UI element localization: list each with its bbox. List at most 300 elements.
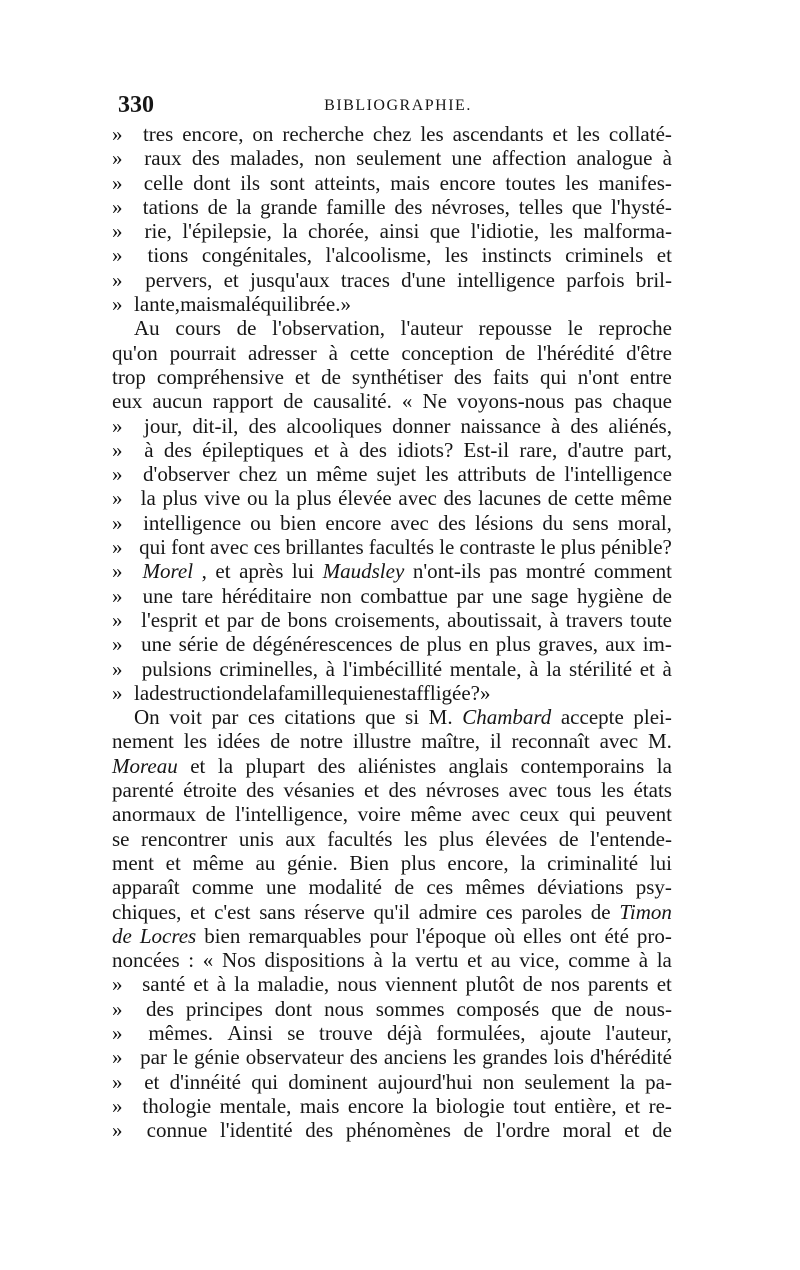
text-line [112, 1045, 672, 1069]
word: pa- [645, 1069, 672, 1094]
word: c'est [214, 899, 251, 924]
word: dont [193, 170, 231, 195]
quote-mark: » [112, 243, 123, 268]
word: la [140, 486, 156, 511]
word: cette [349, 340, 390, 365]
word: mais [299, 1093, 340, 1118]
word: élevées [485, 826, 548, 851]
word: repousse [478, 316, 552, 341]
word: et [165, 850, 181, 875]
word: où [494, 923, 516, 948]
text-line [112, 1021, 672, 1045]
text-line [112, 948, 672, 972]
word: n'ont [577, 364, 619, 389]
word: à [216, 972, 227, 997]
word: et [190, 753, 206, 778]
word: à [144, 437, 154, 462]
word: alcooliques [286, 413, 383, 438]
word: les [452, 1045, 477, 1070]
text-line [112, 608, 672, 632]
word: vice, [519, 948, 560, 973]
word: élevée [338, 486, 392, 511]
word: plutôt [465, 972, 515, 997]
word: des [191, 146, 220, 171]
word: épileptiques [202, 437, 304, 462]
word: de [394, 875, 415, 900]
word: nos [550, 972, 580, 997]
word: entière, [554, 1093, 617, 1118]
word: attributs [457, 462, 527, 487]
word: si [405, 705, 420, 730]
word: que [429, 219, 461, 244]
word: de [242, 680, 263, 705]
word: lui [291, 559, 315, 584]
word: qui [336, 680, 364, 705]
word: parents [587, 972, 649, 997]
word: les [444, 243, 469, 268]
quote-mark: » [112, 1093, 123, 1118]
word: tres [142, 122, 174, 146]
text-line [112, 292, 672, 316]
word: de [593, 996, 614, 1021]
text-line [112, 632, 672, 656]
word: M. [647, 729, 672, 754]
word: l'époque [415, 923, 487, 948]
word: ascendants [452, 122, 544, 146]
word: stérilité [569, 656, 633, 681]
word: en [363, 680, 384, 705]
word: à [549, 607, 559, 632]
word: il [489, 729, 502, 754]
word: le [540, 535, 556, 560]
word: l'idiotie, [470, 219, 540, 244]
word: ajoute [539, 1020, 592, 1045]
italic-word: Morel [142, 559, 194, 584]
word: dit-il, [192, 413, 239, 438]
word: admire [418, 899, 478, 924]
word: moral [562, 1118, 612, 1143]
word: des [305, 1118, 334, 1143]
word: dispositions [264, 948, 365, 973]
word: les [425, 462, 449, 487]
word: rencontrer [141, 826, 228, 851]
running-title: BIBLIOGRAPHIE. [324, 97, 472, 114]
word: non [314, 146, 346, 171]
page-header [118, 92, 678, 120]
word: graves, [537, 632, 599, 657]
word: des [570, 413, 599, 438]
word: à [662, 146, 672, 171]
quote-mark: » [112, 170, 123, 195]
word: criminalité [547, 850, 639, 875]
word: un [286, 462, 308, 487]
word: et [363, 778, 380, 803]
word: reconnaît [511, 729, 590, 754]
word: de [399, 632, 420, 657]
word: viennent [385, 972, 458, 997]
word: d'hérédité [590, 1045, 672, 1070]
word: non [320, 583, 352, 608]
word: même [316, 462, 368, 487]
text-line [112, 972, 672, 996]
word: lui [649, 850, 672, 875]
word: plupart [245, 753, 306, 778]
word: im- [642, 632, 672, 657]
word: à [529, 656, 539, 681]
quote-mark: » [112, 607, 123, 632]
word: la [262, 680, 278, 705]
word: cours [175, 316, 221, 341]
word: ou [246, 486, 268, 511]
text-line [112, 1094, 672, 1118]
word: une [491, 583, 523, 608]
word: tout [513, 1093, 546, 1118]
word: intelligence [143, 510, 242, 535]
word: que [571, 194, 603, 219]
word: même [192, 850, 244, 875]
word: chez [372, 122, 412, 146]
word: et [204, 607, 220, 632]
text-line [112, 195, 672, 219]
quote-mark: » [112, 656, 123, 681]
word: Ainsi [227, 1020, 273, 1045]
word: destruction [149, 680, 243, 705]
word: phénomènes [345, 1118, 451, 1143]
word: dégénérescences [252, 632, 393, 657]
word: » [480, 680, 491, 705]
word: croisements, [334, 607, 440, 632]
word: avec [210, 535, 249, 560]
word: états [633, 778, 672, 803]
word: raux [144, 146, 182, 171]
word: génie [194, 1045, 240, 1070]
text-line [112, 243, 672, 267]
word: avec [599, 729, 639, 754]
word: ceux [519, 802, 560, 827]
word: ou [250, 510, 272, 535]
text-line [112, 1070, 672, 1094]
word: , [201, 559, 207, 584]
word: héréditaire [221, 583, 312, 608]
word: l'imbécillité [342, 656, 443, 681]
word: bien [204, 923, 241, 948]
text-line [112, 1118, 672, 1142]
word: observateur [245, 1045, 344, 1070]
word: comme [191, 875, 254, 900]
word: brillantes [285, 535, 364, 560]
word: la [274, 486, 290, 511]
word: à [328, 340, 338, 365]
word: anglais [448, 753, 509, 778]
word: des [145, 996, 174, 1021]
word: famille [326, 194, 386, 219]
word: après [239, 559, 284, 584]
text-line [112, 559, 672, 583]
word: chiques, [112, 899, 182, 924]
word: biologie [435, 1093, 505, 1118]
word: étroite [183, 778, 237, 803]
word: mentale, [219, 1093, 292, 1118]
word: de [590, 899, 611, 924]
word: que [365, 705, 396, 730]
text-line [112, 219, 672, 243]
word: aliénistes [358, 753, 437, 778]
word: contraste [459, 535, 536, 560]
word: l'observation, [272, 316, 385, 341]
page-number: 330 [118, 92, 154, 118]
word: ces [247, 705, 275, 730]
word: d'être [626, 340, 672, 365]
word: paroles [521, 899, 583, 924]
word: même [620, 486, 672, 511]
word: au [255, 850, 276, 875]
word: encore [347, 1093, 404, 1118]
italic-word: Locres [139, 923, 197, 948]
word: encore, [447, 850, 509, 875]
word: l'intelligence [564, 462, 672, 487]
word: mal [219, 292, 252, 317]
word: de [236, 316, 257, 341]
text-line [112, 681, 672, 705]
text-line [112, 584, 672, 608]
word: traces [340, 267, 390, 292]
word: Ne [422, 389, 447, 414]
word: aujourd'hui [377, 1069, 473, 1094]
word: voyons-nous [457, 389, 565, 414]
word: se [112, 826, 130, 851]
word: le [172, 1045, 189, 1070]
word: des [443, 486, 472, 511]
italic-word: Moreau [112, 753, 178, 778]
word: malforma- [583, 219, 672, 244]
word: à [339, 437, 349, 462]
word: jusqu'aux [250, 267, 330, 292]
word: la [282, 219, 298, 244]
word: par [226, 607, 254, 632]
word: plus [495, 632, 531, 657]
text-line [112, 535, 672, 559]
word: accepte [560, 705, 624, 730]
quote-mark: » [112, 559, 123, 584]
quote-mark: » [112, 146, 123, 171]
word: reproche [598, 316, 672, 341]
word: font [171, 535, 205, 560]
word: et [625, 1093, 641, 1118]
word: encore [325, 510, 382, 535]
word: avec [398, 486, 437, 511]
word: le [567, 316, 583, 341]
word: trop [112, 364, 146, 389]
word: déjà [386, 1020, 422, 1045]
word: et [639, 656, 655, 681]
word: aucun [152, 389, 203, 414]
word: de [505, 340, 526, 365]
text-line [112, 754, 672, 778]
word: seulement [524, 1069, 610, 1094]
word: de [260, 607, 281, 632]
word: chez [238, 462, 278, 487]
quote-mark: » [112, 1069, 123, 1094]
word: parenté [112, 778, 174, 803]
word: apparaît [112, 875, 180, 900]
word: et [313, 437, 330, 462]
word: lois [553, 1045, 584, 1070]
word: Est-il [463, 437, 510, 462]
word: névroses [425, 778, 500, 803]
word: par [140, 1045, 167, 1070]
word: l'ordre [496, 1118, 550, 1143]
word: pénible? [600, 535, 672, 560]
word: la [236, 194, 252, 219]
word: qu'il [373, 899, 410, 924]
word: sommes [375, 996, 445, 1021]
word: jour, [144, 413, 183, 438]
word: comme [568, 948, 631, 973]
word: et [294, 364, 311, 389]
quote-mark: » [112, 510, 123, 535]
word: encore, [182, 122, 244, 146]
word: aux [285, 826, 316, 851]
quote-mark: » [112, 535, 123, 560]
quote-mark: » [112, 632, 123, 657]
text-line [112, 414, 672, 438]
word: sujet [376, 462, 417, 487]
word: de [522, 972, 543, 997]
text-line [112, 924, 672, 948]
word: seulement [356, 146, 442, 171]
quote-mark: » [112, 292, 123, 317]
word: » [340, 292, 351, 317]
word: de [463, 1118, 484, 1143]
word: ces [426, 875, 454, 900]
word: pas [489, 559, 518, 584]
word: les [183, 729, 208, 754]
word: pourrait [169, 340, 237, 365]
quote-mark: » [112, 1118, 123, 1143]
word: mentale, [449, 656, 522, 681]
word: collaté- [608, 122, 672, 146]
word: de [652, 583, 672, 608]
word: malades, [230, 146, 305, 171]
word: entre [629, 364, 672, 389]
word: plus [296, 486, 332, 511]
word: voire [357, 802, 401, 827]
word: ont [569, 923, 597, 948]
word: de [225, 632, 246, 657]
word: du [542, 510, 564, 535]
word: lante, [134, 292, 181, 317]
word: l'hysté- [610, 194, 672, 219]
word: sens [572, 510, 609, 535]
word: tions [147, 243, 189, 268]
word: pervers, [145, 267, 213, 292]
word: se [287, 1020, 305, 1045]
word: chaque [612, 389, 672, 414]
word: nous [324, 996, 364, 1021]
word: aliénés, [608, 413, 672, 438]
word: plus [426, 632, 462, 657]
text-line [112, 511, 672, 535]
word: criminelles, [219, 656, 318, 681]
word: à [551, 413, 561, 438]
word: synthétiser [351, 364, 443, 389]
text-line [112, 778, 672, 802]
word: « [401, 389, 413, 414]
word: par [211, 705, 239, 730]
word: lésions [475, 510, 534, 535]
word: qui [539, 364, 567, 389]
word: l'intelligence, [235, 802, 348, 827]
word: à [662, 656, 672, 681]
word: sont [269, 170, 305, 195]
italic-word: de [112, 923, 132, 948]
word: avec [390, 510, 429, 535]
word: de [547, 486, 568, 511]
word: au [490, 948, 511, 973]
text-line [112, 705, 672, 729]
word: tations [142, 194, 199, 219]
word: instincts [481, 243, 552, 268]
word: combattue [360, 583, 448, 608]
word: encore [439, 170, 496, 195]
word: l'auteur [400, 316, 463, 341]
quote-mark: » [112, 462, 123, 487]
word: Bien [349, 850, 390, 875]
word: formulées, [436, 1020, 526, 1045]
text-line [112, 365, 672, 389]
word: la [546, 656, 562, 681]
quote-mark: » [112, 413, 123, 438]
text-line [112, 171, 672, 195]
word: tous [556, 778, 592, 803]
word: la [234, 972, 250, 997]
word: donner [392, 413, 451, 438]
word: l'entende- [590, 826, 672, 851]
word: idiots? [397, 437, 454, 462]
word: bien [280, 510, 317, 535]
word: santé [142, 972, 186, 997]
text-line [112, 122, 672, 146]
word: des [317, 753, 346, 778]
word: pour [369, 923, 408, 948]
word: faits [492, 364, 529, 389]
word: pro- [636, 923, 672, 948]
word: ces [485, 899, 513, 924]
word: citations [284, 705, 356, 730]
word: thologie [142, 1093, 212, 1118]
word: M. [428, 705, 453, 730]
word: pas [574, 389, 603, 414]
quote-mark: » [112, 437, 123, 462]
word: affection [492, 146, 567, 171]
word: mêmes. [148, 1020, 214, 1045]
word: n'ont-ils [412, 559, 481, 584]
text-line [112, 997, 672, 1021]
word: telles [518, 194, 564, 219]
word: et [467, 948, 483, 973]
text-body [112, 122, 672, 1142]
word: équilibrée. [251, 292, 341, 317]
word: des [394, 194, 423, 219]
text-line [112, 486, 672, 510]
word: plus [438, 826, 474, 851]
word: principes [185, 996, 263, 1021]
word: névroses, [431, 194, 510, 219]
word: une [265, 875, 297, 900]
word: réserve [304, 899, 365, 924]
word: vésanies [283, 778, 355, 803]
word: la [134, 680, 150, 705]
